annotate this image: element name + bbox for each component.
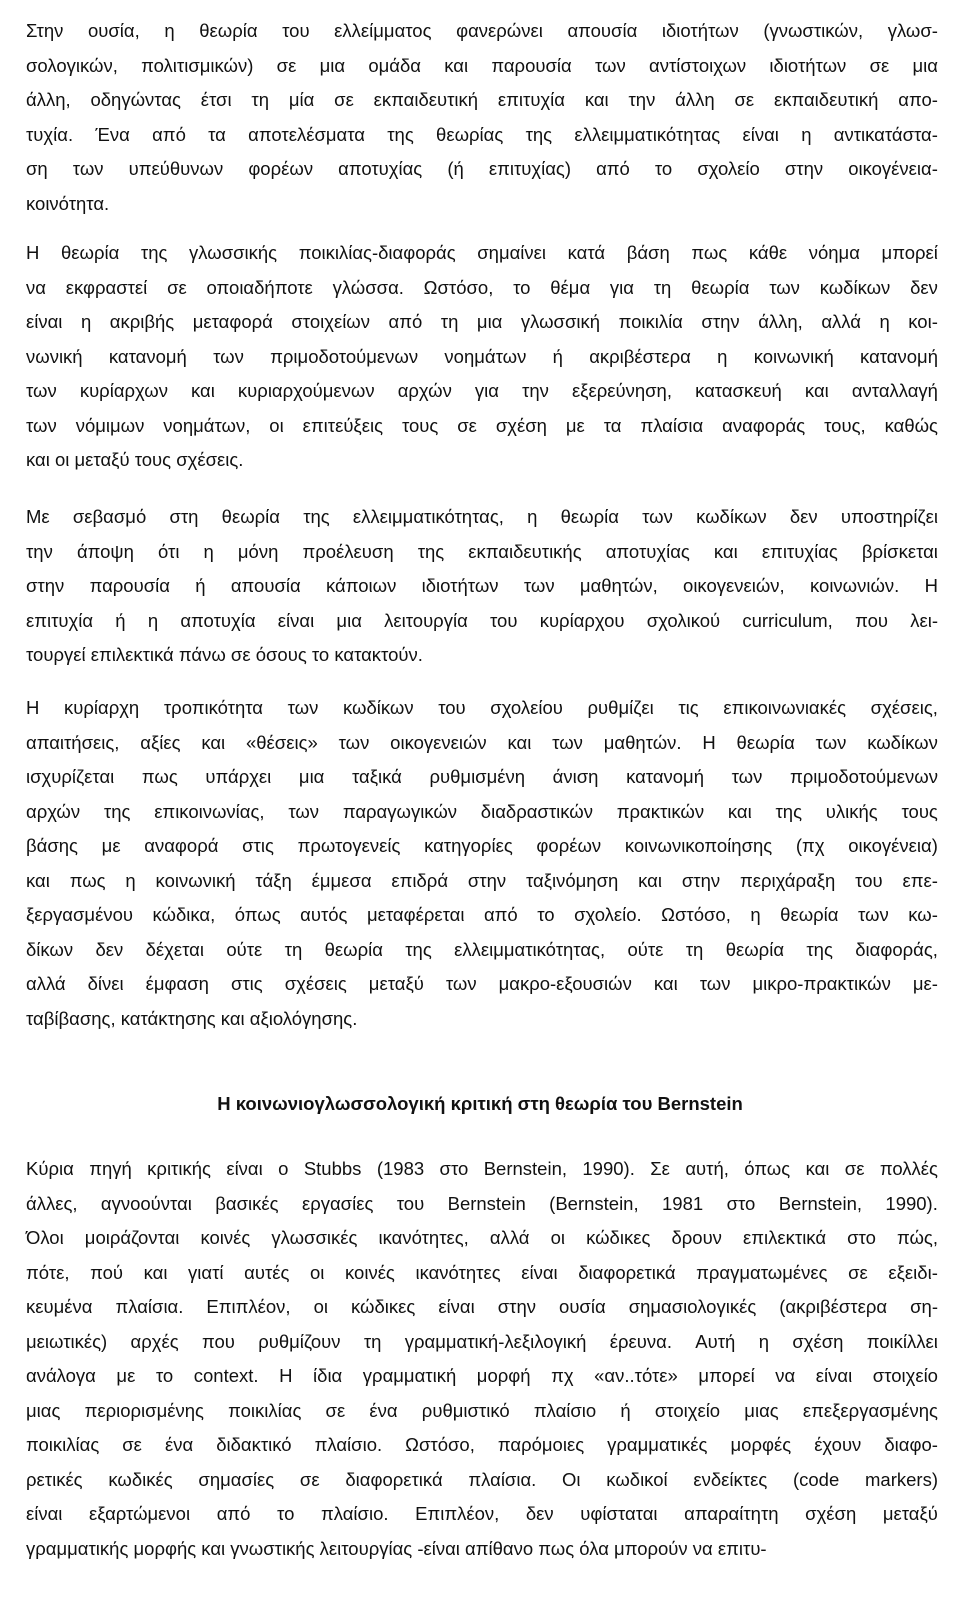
text-line: των κυρίαρχων και κυριαρχούμενων αρχών για την εξερεύνηση, κατασκευή και ανταλλαγή (26, 380, 938, 401)
text-line: Στην ουσία, η θεωρία του ελλείμματος φανερώνει απουσία ιδιοτήτων (γνωστικών, γλωσ- (26, 20, 938, 41)
text-line: τουργεί επιλεκτικά πάνω σε όσους το κατακτούν. (26, 644, 423, 665)
text-line: δίκων δεν δέχεται ούτε τη θεωρία της ελλειμματικότητας, ούτε τη θεωρία της διαφοράς, (26, 938, 938, 960)
text-line: άλλη, οδηγώντας έτσι τη μία σε εκπαιδευτική επιτυχία και την άλλη σε εκπαιδευτική απο- (26, 89, 938, 110)
text-line: Κύρια πηγή κριτικής είναι ο Stubbs (1983 στο Bernstein, 1990). Σε αυτή, όπως και σε πολλές (26, 1158, 938, 1179)
text-line: ποικιλίας σε ένα διδακτικό πλαίσιο. Ωστόσο, παρόμοιες γραμματικές μορφές έχουν διαφο- (26, 1434, 938, 1455)
text-line: των νόμιμων νοημάτων, οι επιτεύξεις τους σε σχέση με τα πλαίσια αναφοράς τους, καθώς (26, 414, 938, 436)
text-line: τυχία. Ένα από τα αποτελέσματα της θεωρίας της ελλειμματικότητας είναι η αντικατάστα- (26, 123, 938, 145)
text-line: στην παρουσία ή απουσία κάποιων ιδιοτήτων των μαθητών, οικογενειών, κοινωνιών. Η (26, 575, 938, 596)
text-line: ση των υπεύθυνων φορέων αποτυχίας (ή επιτυχίας) από το σχολείο στην οικογένεια- (26, 158, 938, 179)
text-line: γραμματικής μορφής και γνωστικής λειτουργίας -είναι απίθανο πως όλα μπορούν να επιτυ- (26, 1537, 767, 1559)
text-line: σολογικών, πολιτισμικών) σε μια ομάδα και παρουσία των αντίστοιχων ιδιοτήτων σε μια (26, 54, 938, 76)
text-line: την άποψη ότι η μόνη προέλευση της εκπαιδευτικής αποτυχίας και επιτυχίας βρίσκεται (26, 540, 938, 562)
text-line: ισχυρίζεται πως υπάρχει μια ταξικά ρυθμισμένη άνιση κατανομή των πριμοδοτούμενων (26, 766, 938, 787)
text-line: Η κυρίαρχη τροπικότητα των κωδίκων του σχολείου ρυθμίζει τις επικοινωνιακές σχέσεις, (26, 697, 938, 718)
text-line: αρχών της επικοινωνίας, των παραγωγικών διαδραστικών πρακτικών και της υλικής τους (26, 800, 938, 822)
text-line: αλλά δίνει έμφαση στις σχέσεις μεταξύ των μακρο-εξουσιών και των μικρο-πρακτικών με- (26, 973, 938, 994)
text-line: απαιτήσεις, αξίες και «θέσεις» των οικογενειών και των μαθητών. Η θεωρία των κωδίκων (26, 731, 938, 753)
text-line: να εκφραστεί σε οποιαδήποτε γλώσσα. Ωστόσο, το θέμα για τη θεωρία των κωδίκων δεν (26, 276, 938, 298)
text-line: Όλοι μοιράζονται κοινές γλωσσικές ικανότητες, αλλά οι κώδικες δρουν επιλεκτικά στο πώς, (26, 1227, 938, 1248)
text-line: είναι η ακριβής μεταφορά στοιχείων από τη μια γλωσσική ποικιλία στην άλλη, αλλά η κοι- (26, 311, 938, 332)
text-line: κευμένα πλαίσια. Επιπλέον, οι κώδικες είναι στην ουσία σημασιολογικές (ακριβέστερα ση- (26, 1296, 938, 1317)
text-line: ρετικές κωδικές σημασίες σε διαφορετικά πλαίσια. Οι κωδικοί ενδείκτες (code markers) (26, 1468, 938, 1490)
text-line: βάσης με αναφορά στις πρωτογενείς κατηγορίες φορέων κοινωνικοποίησης (πχ οικογένεια) (26, 835, 938, 856)
text-line: και οι μεταξύ τους σχέσεις. (26, 449, 244, 470)
text-line: κοινότητα. (26, 192, 110, 214)
text-line: πότε, πού και γιατί αυτές οι κοινές ικανότητες είναι διαφορετικά πραγματωμένες σε εξειδι- (26, 1261, 938, 1283)
text-line: επιτυχία ή η αποτυχία είναι μια λειτουργία του κυρίαρχου σχολικού curriculum, που λει- (26, 609, 938, 631)
text-line: Η θεωρία της γλωσσικής ποικιλίας-διαφοράς σημαίνει κατά βάση πως κάθε νόημα μπορεί (26, 242, 938, 263)
text-line: νωνική κατανομή των πριμοδοτούμενων νοημάτων ή ακριβέστερα η κοινωνική κατανομή (26, 345, 938, 367)
text-line: μειωτικές) αρχές που ρυθμίζουν τη γραμματική-λεξιλογική έρευνα. Αυτή η σχέση ποικίλλει (26, 1330, 938, 1352)
section-heading: Η κοινωνιογλωσσολογική κριτική στη θεωρία του Bernstein (217, 1093, 743, 1114)
text-line: ξεργασμένου κώδικα, όπως αυτός μεταφέρεται από το σχολείο. Ωστόσο, η θεωρία των κω- (26, 904, 938, 925)
text-line: και πως η κοινωνική τάξη έμμεσα επιδρά στην ταξινόμηση και στην περιχάραξη του επε- (26, 869, 938, 891)
text-line: ταβίβασης, κατάκτησης και αξιολόγησης. (26, 1007, 358, 1029)
text-line: είναι εξαρτώμενοι από το πλαίσιο. Επιπλέον, δεν υφίσταται απαραίτητη σχέση μεταξύ (26, 1503, 938, 1524)
text-line: μιας περιορισμένης ποικιλίας σε ένα ρυθμιστικό πλαίσιο ή στοιχείο μιας επεξεργασμένης (26, 1399, 938, 1421)
text-line: άλλες, αγνοούνται βασικές εργασίες του Bernstein (Bernstein, 1981 στο Bernstein, 1990). (26, 1192, 938, 1214)
text-line: Με σεβασμό στη θεωρία της ελλειμματικότητας, η θεωρία των κωδίκων δεν υποστηρίζει (26, 506, 938, 527)
text-line: ανάλογα με το context. Η ίδια γραμματική μορφή πχ «αν..τότε» μπορεί να είναι στοιχείο (26, 1365, 938, 1386)
